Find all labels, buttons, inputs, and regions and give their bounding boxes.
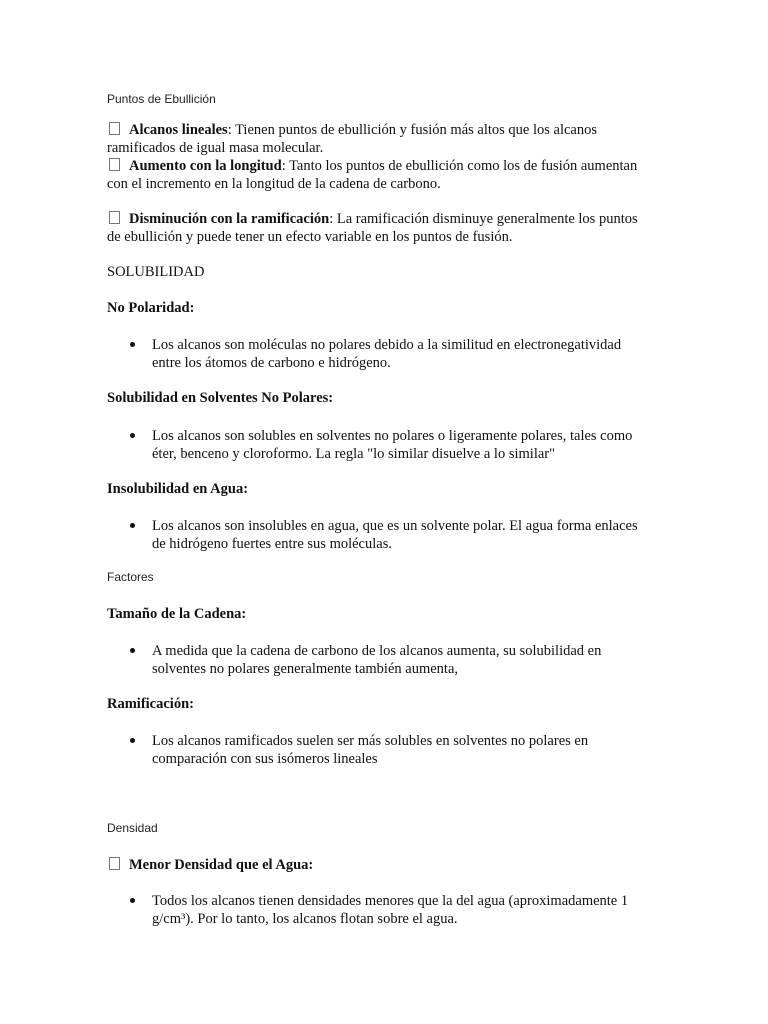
item-text: : Tanto los puntos de ebullición como los de fusión aumentan <box>281 158 638 174</box>
checkbox-square-icon <box>109 211 120 224</box>
item-text: : Tienen puntos de ebullición y fusión más altos que los alcanos <box>227 122 597 138</box>
bullet-item-no-polaridad <box>152 336 621 372</box>
checkbox-item-disminucion-ramificacion <box>107 210 638 246</box>
item-text-continued: de ebullición y puede tener un efecto variable en los puntos de fusión. <box>107 229 513 245</box>
checkbox-item-menor-densidad <box>107 856 313 874</box>
heading-ramificacion: Ramificación: <box>107 696 194 712</box>
bullet-text-continued: éter, benceno y cloroformo. La regla "lo similar disuelve a lo similar" <box>152 446 556 462</box>
heading-puntos-ebullicion: Puntos de Ebullición <box>107 92 216 106</box>
item-bold-label: Alcanos lineales <box>129 122 228 138</box>
bullet-text: Los alcanos son moléculas no polares debido a la similitud en electronegatividad <box>152 337 622 353</box>
bullet-text-continued: g/cm³). Por lo tanto, los alcanos flotan sobre el agua. <box>152 911 458 927</box>
bullet-item-ramificacion <box>152 732 588 768</box>
heading-insolubilidad-agua: Insolubilidad en Agua: <box>107 481 249 497</box>
item-text-continued: con el incremento en la longitud de la cadena de carbono. <box>107 176 441 192</box>
heading-solubilidad: SOLUBILIDAD <box>107 264 205 280</box>
checkbox-square-icon <box>109 122 120 135</box>
heading-densidad: Densidad <box>107 821 158 835</box>
item-bold-label: Disminución con la ramificación <box>129 211 330 227</box>
bullet-text: A medida que la cadena de carbono de los alcanos aumenta, su solubilidad en <box>152 643 602 659</box>
item-text: : La ramificación disminuye generalmente los puntos <box>329 211 638 227</box>
bullet-text: Todos los alcanos tienen densidades menores que la del agua (aproximadamente 1 <box>152 893 629 909</box>
bullet-item-densidad <box>152 892 628 928</box>
bullet-dot-icon <box>130 342 135 347</box>
heading-tamano-cadena: Tamaño de la Cadena: <box>107 606 247 622</box>
bullet-dot-icon <box>130 433 135 438</box>
bullet-text: Los alcanos son solubles en solventes no polares o ligeramente polares, tales como <box>152 428 633 444</box>
heading-factores: Factores <box>107 570 154 584</box>
bullet-dot-icon <box>130 648 135 653</box>
checkbox-square-icon <box>109 158 120 171</box>
bullet-text: Los alcanos ramificados suelen ser más solubles en solventes no polares en <box>152 733 589 749</box>
bullet-text-continued: comparación con sus isómeros lineales <box>152 751 378 767</box>
bullet-item-solventes <box>152 427 632 463</box>
item-bold-label: Aumento con la longitud <box>129 158 282 174</box>
checkbox-item-aumento-longitud <box>107 157 637 193</box>
bullet-dot-icon <box>130 738 135 743</box>
bullet-text-continued: de hidrógeno fuertes entre sus moléculas. <box>152 536 392 552</box>
checkbox-square-icon <box>109 857 120 870</box>
bullet-item-insolubilidad <box>152 517 638 553</box>
heading-no-polaridad: No Polaridad: <box>107 300 195 316</box>
bullet-dot-icon <box>130 523 135 528</box>
bullet-dot-icon <box>130 898 135 903</box>
bullet-text: Los alcanos son insolubles en agua, que es un solvente polar. El agua forma enlaces <box>152 518 638 534</box>
checkbox-item-alcanos-lineales <box>107 121 597 157</box>
bullet-text-continued: solventes no polares generalmente también aumenta, <box>152 661 459 677</box>
item-text-continued: ramificados de igual masa molecular. <box>107 140 324 156</box>
item-bold-label: Menor Densidad que el Agua: <box>129 857 314 873</box>
heading-solubilidad-solventes: Solubilidad en Solventes No Polares: <box>107 390 334 406</box>
bullet-text-continued: entre los átomos de carbono e hidrógeno. <box>152 355 391 371</box>
bullet-item-tamano <box>152 642 601 678</box>
